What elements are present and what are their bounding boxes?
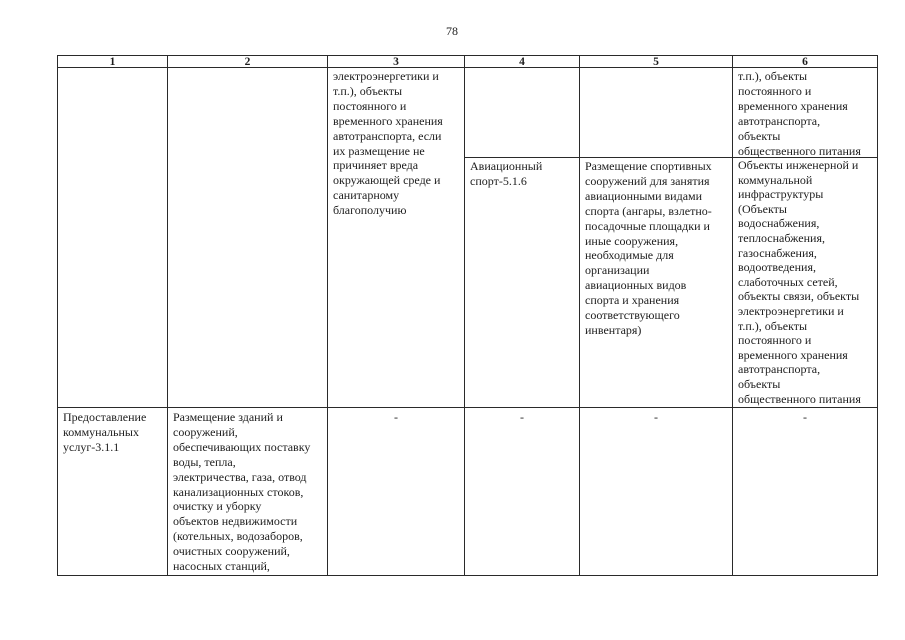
table-cell-conditions <box>328 68 465 408</box>
text-line: водоотведения, <box>738 260 816 275</box>
text-line: электроэнергетики и <box>738 303 844 318</box>
text-line: общественного питания <box>738 143 861 158</box>
text-line: электричества, газа, отвод <box>173 469 307 484</box>
text-line: необходимые для <box>585 248 674 263</box>
table-cell-use-description <box>168 408 328 576</box>
column-number-header: 3 <box>328 55 465 68</box>
text-line: автотранспорта, <box>738 362 821 377</box>
column-number-header: 2 <box>168 55 328 68</box>
column-number-header: 6 <box>733 55 878 68</box>
text-line: коммунальной <box>738 172 813 187</box>
text-line: насосных станций, <box>173 559 270 574</box>
text-line: причиняет вреда <box>333 158 419 173</box>
text-line: соответствующего <box>585 308 680 323</box>
table-cell-auxiliary-uses <box>733 158 878 408</box>
text-line: Авиационный <box>470 159 543 173</box>
text-line: слаботочных сетей, <box>738 274 838 289</box>
table-cell-use-type <box>465 158 580 408</box>
text-line: очистных сооружений, <box>173 544 290 559</box>
text-line: автотранспорта, <box>738 113 821 128</box>
text-line: Предоставление <box>63 410 147 424</box>
text-line: Размещение зданий и <box>173 410 283 424</box>
text-line: т.п.), объекты <box>333 83 403 98</box>
text-line: объекты связи, объекты <box>738 289 860 304</box>
text-line: объекты <box>738 128 781 143</box>
text-line: сооружений, <box>173 424 238 439</box>
text-line: спорта и хранения <box>585 293 680 308</box>
text-line: услуг-3.1.1 <box>63 439 120 454</box>
text-line: Размещение спортивных <box>585 159 712 173</box>
table-cell-auxiliary-uses <box>733 68 878 158</box>
text-line: газоснабжения, <box>738 245 817 260</box>
text-line: временного хранения <box>333 113 443 128</box>
text-line: очистку и уборку <box>173 499 262 514</box>
table-cell-empty <box>580 68 733 158</box>
text-line: временного хранения <box>738 98 848 113</box>
page-number: 78 <box>446 24 458 38</box>
text-line: водоснабжения, <box>738 216 820 231</box>
column-number-header: 4 <box>465 55 580 68</box>
text-line: постоянного и <box>738 83 812 98</box>
text-line: (котельных, водозаборов, <box>173 529 303 544</box>
table-cell-empty <box>168 68 328 408</box>
text-line: санитарному <box>333 188 400 203</box>
text-line: благополучию <box>333 203 407 218</box>
text-line: т.п.), объекты <box>738 69 808 83</box>
text-line: авиационными видами <box>585 188 703 203</box>
text-line: постоянного и <box>333 98 407 113</box>
text-line: посадочные площадки и <box>585 218 710 233</box>
text-line: их размещение не <box>333 143 425 158</box>
table-cell-dash: - <box>580 408 733 576</box>
text-line: авиационных видов <box>585 278 687 293</box>
text-line: канализационных стоков, <box>173 484 304 499</box>
text-line: организации <box>585 263 650 278</box>
text-line: объектов недвижимости <box>173 514 298 529</box>
table-cell-use-type <box>57 408 168 576</box>
text-line: автотранспорта, если <box>333 128 442 143</box>
text-line: т.п.), объекты <box>738 318 808 333</box>
table-cell-empty <box>465 68 580 158</box>
text-line: электроэнергетики и <box>333 69 439 83</box>
table-cell-empty <box>57 68 168 408</box>
text-line: коммунальных <box>63 424 139 439</box>
column-number-header: 5 <box>580 55 733 68</box>
regulations-table <box>57 55 878 576</box>
table-cell-use-description <box>580 158 733 408</box>
text-line: (Объекты <box>738 201 787 216</box>
text-line: спорт-5.1.6 <box>470 173 527 188</box>
text-line: объекты <box>738 376 781 391</box>
text-line: Объекты инженерной и <box>738 158 859 172</box>
text-line: инфраструктуры <box>738 187 824 202</box>
text-line: постоянного и <box>738 333 812 348</box>
text-line: общественного питания <box>738 391 861 406</box>
column-number-header: 1 <box>57 55 168 68</box>
text-line: обеспечивающих поставку <box>173 439 311 454</box>
text-line: иные сооружения, <box>585 233 679 248</box>
text-line: инвентаря) <box>585 322 642 337</box>
text-line: воды, тепла, <box>173 454 236 469</box>
text-line: временного хранения <box>738 347 848 362</box>
text-line: сооружений для занятия <box>585 173 710 188</box>
table-cell-dash: - <box>328 408 465 576</box>
text-line: теплоснабжения, <box>738 230 825 245</box>
table-cell-dash: - <box>465 408 580 576</box>
text-line: спорта (ангары, взлетно- <box>585 203 712 218</box>
text-line: окружающей среде и <box>333 173 441 188</box>
table-cell-dash: - <box>733 408 878 576</box>
